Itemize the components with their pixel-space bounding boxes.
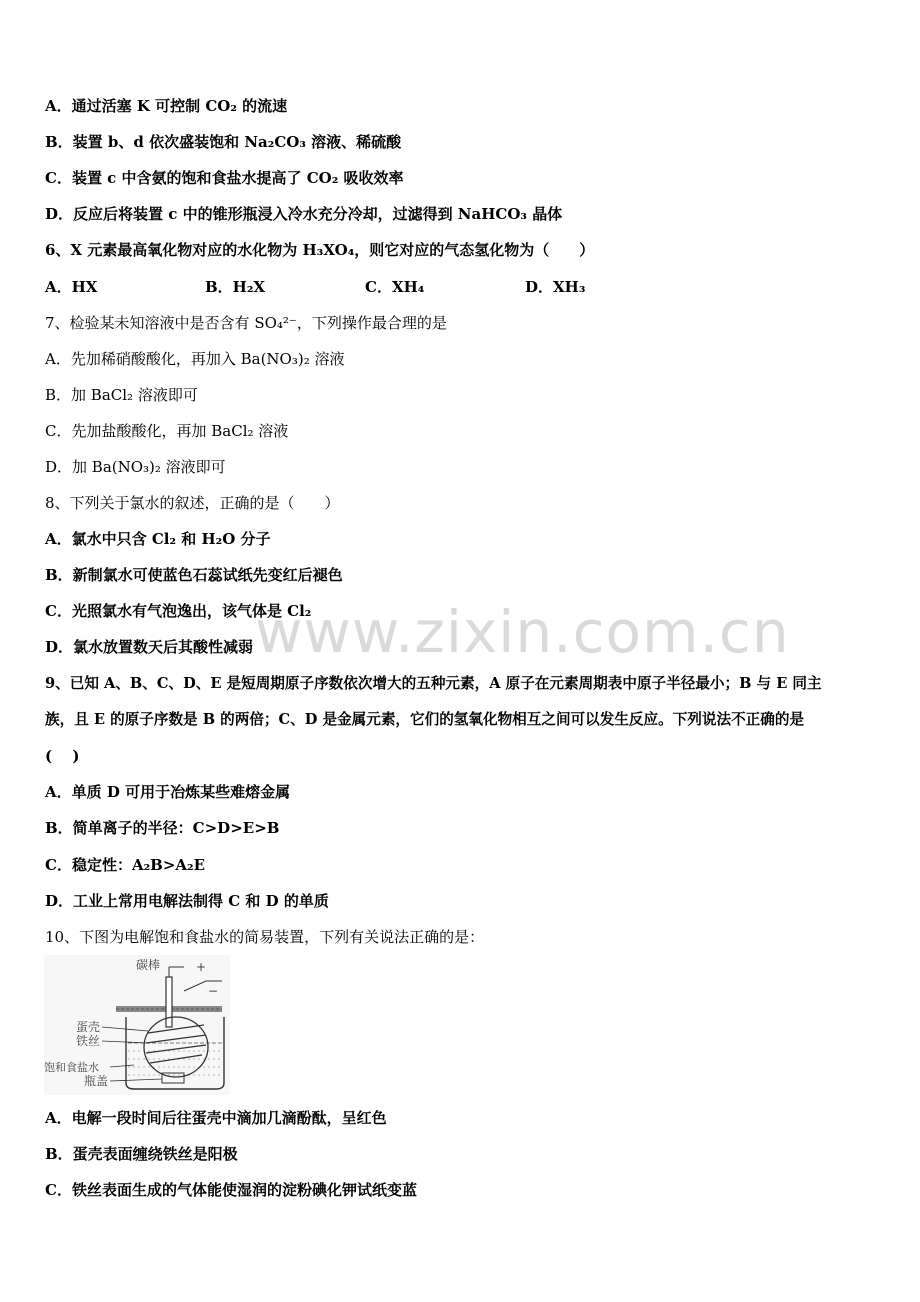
q6-option-b: B．H₂X <box>205 278 266 296</box>
q10-stem: 10、下图为电解饱和食盐水的简易装置，下列有关说法正确的是： <box>45 928 485 946</box>
q9-stem-line2: 族，且 E 的原子序数是 B 的两倍；C、D 是金属元素，它们的氢氧化物相互之间可以发生反应。下列说法不正确的是 <box>45 711 805 728</box>
electrolysis-diagram <box>44 955 230 1095</box>
q6-option-a: A．HX <box>45 278 98 296</box>
q9-stem-line3: ( ) <box>45 747 80 765</box>
q10-option-c: C．铁丝表面生成的气体能使湿润的淀粉碘化钾试纸变蓝 <box>45 1181 417 1199</box>
q8-option-c: C．光照氯水有气泡逸出，该气体是 Cl₂ <box>45 602 312 620</box>
q5-option-a: A．通过活塞 K 可控制 CO₂ 的流速 <box>45 97 288 115</box>
label-brine: 饱和食盐水 <box>44 1061 99 1074</box>
label-carbon-rod: 碳棒 <box>136 958 161 972</box>
q7-option-c: C．先加盐酸酸化，再加 BaCl₂ 溶液 <box>45 422 289 440</box>
q6-option-c: C．XH₄ <box>365 278 425 296</box>
carbon-rod <box>166 977 172 1027</box>
q7-option-b: B．加 BaCl₂ 溶液即可 <box>45 386 198 404</box>
q9-option-b: B．简单离子的半径：C>D>E>B <box>45 819 280 837</box>
label-minus: − <box>208 984 219 998</box>
q7-option-a: A．先加稀硝酸酸化，再加入 Ba(NO₃)₂ 溶液 <box>45 350 345 368</box>
label-eggshell: 蛋壳 <box>76 1020 101 1034</box>
q8-option-d: D．氯水放置数天后其酸性减弱 <box>45 638 254 656</box>
q6-stem: 6、X 元素最高氧化物对应的水化物为 H₃XO₄，则它对应的气态氢化物为（ ） <box>45 241 595 259</box>
label-iron-wire: 铁丝 <box>76 1034 101 1048</box>
label-plus: + <box>196 960 207 974</box>
label-bottom: 瓶盖 <box>84 1074 109 1088</box>
q5-option-b: B．装置 b、d 依次盛装饱和 Na₂CO₃ 溶液、稀硫酸 <box>45 133 402 151</box>
q10-option-a: A．电解一段时间后往蛋壳中滴加几滴酚酞，呈红色 <box>45 1109 387 1127</box>
q9-option-c: C．稳定性：A₂B>A₂E <box>45 856 206 874</box>
q8-option-b: B．新制氯水可使蓝色石蕊试纸先变红后褪色 <box>45 566 343 584</box>
q5-option-d: D．反应后将装置 c 中的锥形瓶浸入冷水充分冷却，过滤得到 NaHCO₃ 晶体 <box>45 205 563 223</box>
watermark: www.zixin.com.cn <box>255 598 790 666</box>
q9-stem-line1: 9、已知 A、B、C、D、E 是短周期原子序数依次增大的五种元素，A 原子在元素周期表中原子半径最小；B 与 E 同主 <box>45 675 822 692</box>
q9-option-d: D．工业上常用电解法制得 C 和 D 的单质 <box>45 892 329 910</box>
q6-option-d: D．XH₃ <box>525 278 586 296</box>
q5-option-c: C．装置 c 中含氨的饱和食盐水提高了 CO₂ 吸收效率 <box>45 169 404 187</box>
q7-option-d: D．加 Ba(NO₃)₂ 溶液即可 <box>45 458 226 476</box>
q10-option-b: B．蛋壳表面缠绕铁丝是阳极 <box>45 1145 238 1163</box>
q7-stem: 7、检验某未知溶液中是否含有 SO₄²⁻，下列操作最合理的是 <box>45 314 447 332</box>
q8-option-a: A．氯水中只含 Cl₂ 和 H₂O 分子 <box>45 530 271 548</box>
q8-stem: 8、下列关于氯水的叙述，正确的是（ ） <box>45 494 340 512</box>
q9-option-a: A．单质 D 可用于冶炼某些难熔金属 <box>45 783 291 801</box>
